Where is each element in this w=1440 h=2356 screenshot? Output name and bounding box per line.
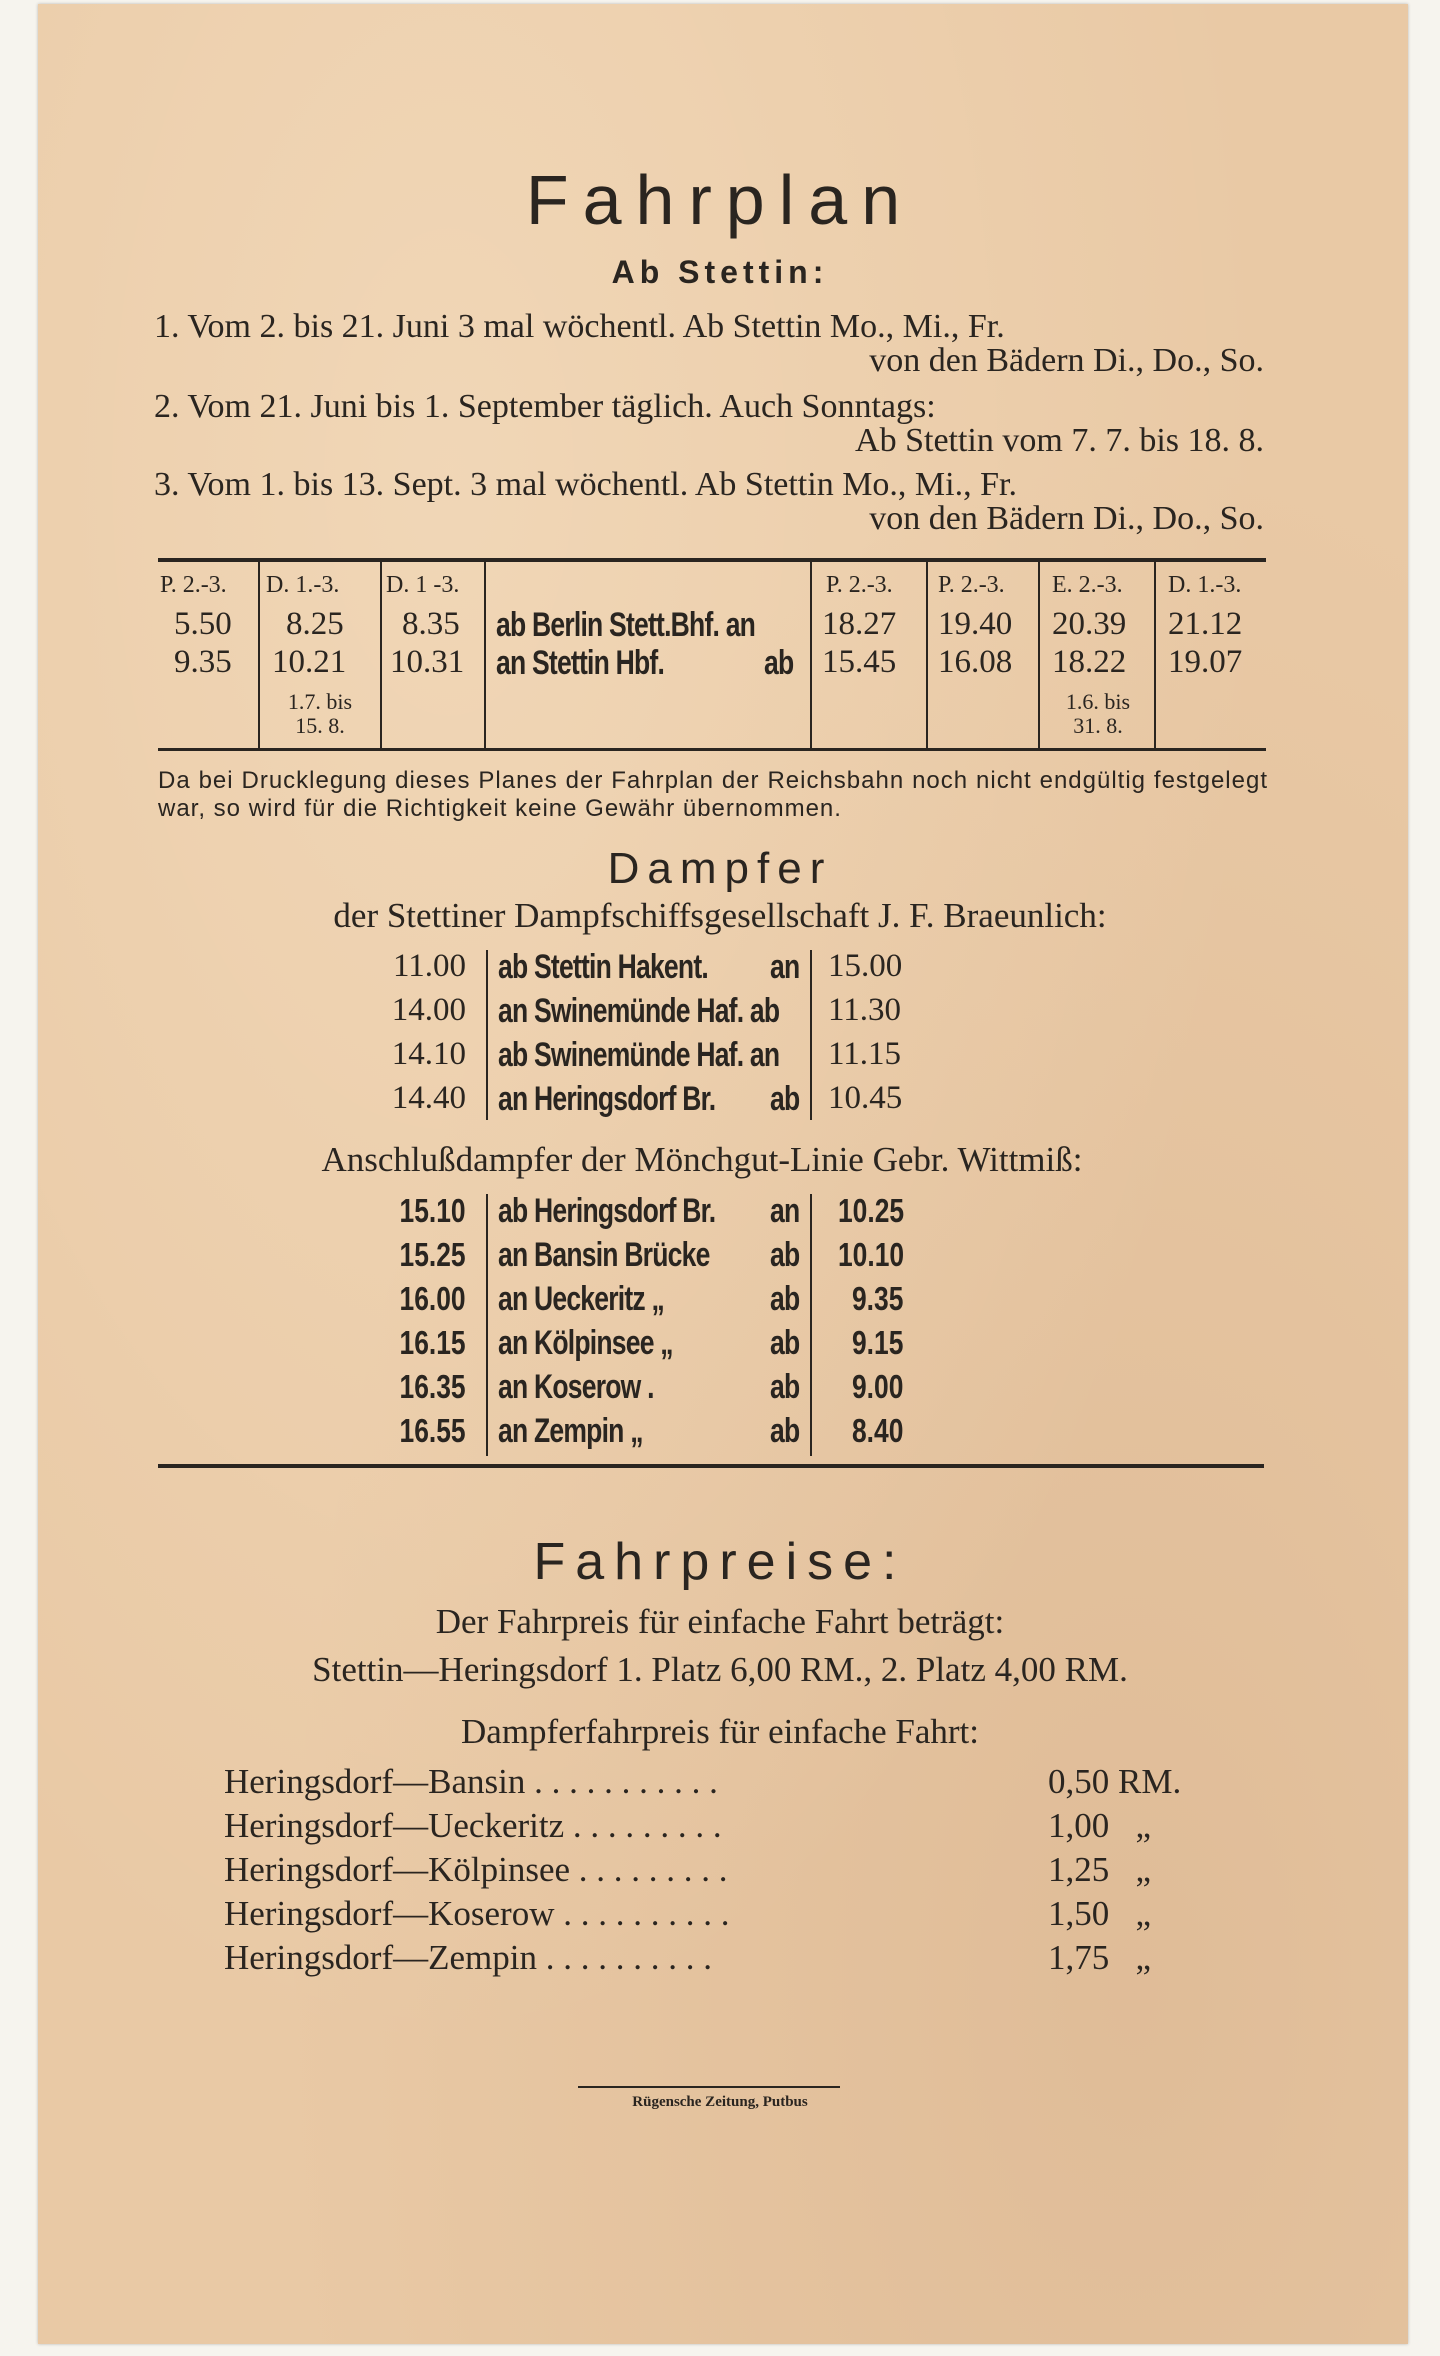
- fare-item: Heringsdorf—Zempin . . . . . . . . . .: [224, 1938, 712, 1977]
- disclaimer-note: Da bei Drucklegung dieses Planes der Fahrplan der Reichsbahn noch nicht endgültig festgelegt war, so wird für die Richtigkeit keine Gewähr übernommen.: [158, 767, 1268, 822]
- arrival-time: 8.40: [852, 1412, 904, 1449]
- schedule-divider: [810, 950, 812, 1120]
- train-class-header: P. 2.-3.: [938, 572, 1005, 598]
- fare-item: Heringsdorf—Kölpinsee . . . . . . . . .: [224, 1850, 728, 1889]
- pier-suffix: ab: [770, 1280, 800, 1318]
- train-validity-note: 1.7. bis: [287, 689, 353, 714]
- table-divider: [258, 562, 260, 748]
- train-time: 20.39: [1052, 606, 1127, 642]
- station-row: ab Berlin Stett.Bhf. an: [496, 606, 756, 644]
- table-divider: [484, 562, 486, 748]
- table-divider: [1154, 562, 1156, 748]
- fare-price: 1,75 „: [1048, 1938, 1152, 1977]
- departure-time: 16.35: [399, 1368, 466, 1405]
- pier-name: an Bansin Brücke: [498, 1236, 710, 1274]
- train-time: 21.12: [1168, 606, 1243, 642]
- pier-suffix: ab: [770, 1080, 800, 1118]
- train-time: 19.07: [1168, 644, 1243, 680]
- departure-time: 16.55: [399, 1412, 466, 1449]
- dampfer-company: der Stettiner Dampfschiffsgesellschaft J. F. Braeunlich:: [333, 896, 1107, 935]
- pier-name: an Kölpinsee „: [498, 1324, 673, 1362]
- departure-time: 14.40: [391, 1080, 466, 1116]
- pier-suffix: an: [770, 948, 800, 986]
- fare-price: 1,00 „: [1048, 1806, 1152, 1845]
- train-timetable: [158, 558, 1266, 751]
- pier-name: an Ueckeritz „: [498, 1280, 664, 1318]
- pier-suffix: ab: [770, 1324, 800, 1362]
- departure-time: 15.10: [399, 1192, 466, 1229]
- schedule-divider: [486, 1194, 488, 1456]
- train-time: 8.35: [402, 606, 460, 642]
- pier-name: ab Stettin Hakent.: [498, 948, 708, 986]
- anschluss-heading: Anschlußdampfer der Mönchgut-Linie Gebr. Wittmiß:: [321, 1140, 1083, 1179]
- pier-name: an Swinemünde Haf. ab: [498, 992, 780, 1030]
- table-divider: [810, 562, 812, 748]
- train-time: 10.31: [390, 644, 465, 680]
- fares-line-2: Stettin—Heringsdorf 1. Platz 6,00 RM., 2. Platz 4,00 RM.: [312, 1650, 1128, 1689]
- rule-1-line-1: 1. Vom 2. bis 21. Juni 3 mal wöchentl. Ab Stettin Mo., Mi., Fr.: [154, 308, 1005, 345]
- fare-item: Heringsdorf—Koserow . . . . . . . . . .: [224, 1894, 730, 1933]
- train-class-header: P. 2.-3.: [826, 572, 893, 598]
- arrival-time: 9.35: [852, 1280, 904, 1317]
- train-class-header: D. 1.-3.: [266, 572, 340, 598]
- train-time: 9.35: [174, 644, 232, 680]
- arrival-time: 9.15: [852, 1324, 904, 1361]
- rule-3-line-1: 3. Vom 1. bis 13. Sept. 3 mal wöchentl. Ab Stettin Mo., Mi., Fr.: [154, 466, 1017, 503]
- arrival-time: 10.25: [838, 1192, 905, 1229]
- fare-price: 0,50 RM.: [1048, 1762, 1182, 1801]
- pier-suffix: ab: [770, 1412, 800, 1450]
- arrival-time: 9.00: [852, 1368, 904, 1405]
- pier-suffix: an: [770, 1192, 800, 1230]
- fare-item: Heringsdorf—Bansin . . . . . . . . . . .: [224, 1762, 718, 1801]
- departure-time: 14.10: [391, 1036, 466, 1072]
- departure-time: 15.25: [399, 1236, 466, 1273]
- section-divider: [158, 1464, 1264, 1468]
- train-validity-note: 31. 8.: [1073, 713, 1123, 738]
- fare-item: Heringsdorf—Ueckeritz . . . . . . . . .: [224, 1806, 722, 1845]
- pier-name: ab Heringsdorf Br.: [498, 1192, 716, 1230]
- arrival-time: 11.30: [828, 992, 902, 1028]
- arrival-time: 10.10: [838, 1236, 905, 1273]
- arrival-time: 11.15: [828, 1036, 902, 1072]
- train-time: 8.25: [286, 606, 344, 642]
- station-suffix: ab: [764, 644, 794, 682]
- page-subtitle: Ab Stettin:: [611, 254, 829, 290]
- arrival-time: 10.45: [828, 1080, 903, 1116]
- train-time: 5.50: [174, 606, 232, 642]
- table-divider: [380, 562, 382, 748]
- rule-1-line-2: von den Bädern Di., Do., So.: [869, 342, 1264, 379]
- departure-time: 11.00: [392, 948, 466, 984]
- train-time: 18.27: [822, 606, 897, 642]
- fare-price: 1,25 „: [1048, 1850, 1152, 1889]
- train-class-header: E. 2.-3.: [1052, 572, 1123, 598]
- schedule-divider: [810, 1194, 812, 1456]
- rule-2-line-1: 2. Vom 21. Juni bis 1. September täglich. Auch Sonntags:: [154, 388, 936, 425]
- pier-name: an Zempin „: [498, 1412, 643, 1450]
- fare-price: 1,50 „: [1048, 1894, 1152, 1933]
- train-time: 15.45: [822, 644, 897, 680]
- departure-time: 16.00: [399, 1280, 466, 1317]
- train-time: 16.08: [938, 644, 1013, 680]
- fares-heading: Fahrpreise:: [533, 1533, 907, 1591]
- train-time: 10.21: [272, 644, 347, 680]
- departure-time: 16.15: [399, 1324, 466, 1361]
- arrival-time: 15.00: [828, 948, 903, 984]
- pier-name: an Koserow .: [498, 1368, 654, 1406]
- departure-time: 14.00: [391, 992, 466, 1028]
- pier-name: an Heringsdorf Br.: [498, 1080, 716, 1118]
- pier-suffix: ab: [770, 1368, 800, 1406]
- printer-credit: Rügensche Zeitung, Putbus: [632, 2094, 808, 2110]
- train-time: 18.22: [1052, 644, 1127, 680]
- fares-line-3: Dampferfahrpreis für einfache Fahrt:: [461, 1712, 979, 1751]
- pier-suffix: ab: [770, 1236, 800, 1274]
- dampfer-heading: Dampfer: [607, 844, 833, 893]
- station-row: an Stettin Hbf.: [496, 644, 665, 682]
- table-divider: [926, 562, 928, 748]
- rule-2-line-2: Ab Stettin vom 7. 7. bis 18. 8.: [855, 422, 1264, 459]
- page-title: Fahrplan: [525, 161, 915, 239]
- rule-3-line-2: von den Bädern Di., Do., So.: [869, 500, 1264, 537]
- train-class-header: D. 1.-3.: [1168, 572, 1242, 598]
- schedule-divider: [486, 950, 488, 1120]
- train-class-header: P. 2.-3.: [160, 572, 227, 598]
- train-validity-note: 1.6. bis: [1065, 689, 1131, 714]
- fares-line-1: Der Fahrpreis für einfache Fahrt beträgt:: [435, 1602, 1005, 1641]
- train-time: 19.40: [938, 606, 1013, 642]
- train-validity-note: 15. 8.: [295, 713, 345, 738]
- table-divider: [1038, 562, 1040, 748]
- train-class-header: D. 1 -3.: [386, 572, 460, 598]
- footer-divider: [578, 2086, 840, 2088]
- pier-name: ab Swinemünde Haf. an: [498, 1036, 780, 1074]
